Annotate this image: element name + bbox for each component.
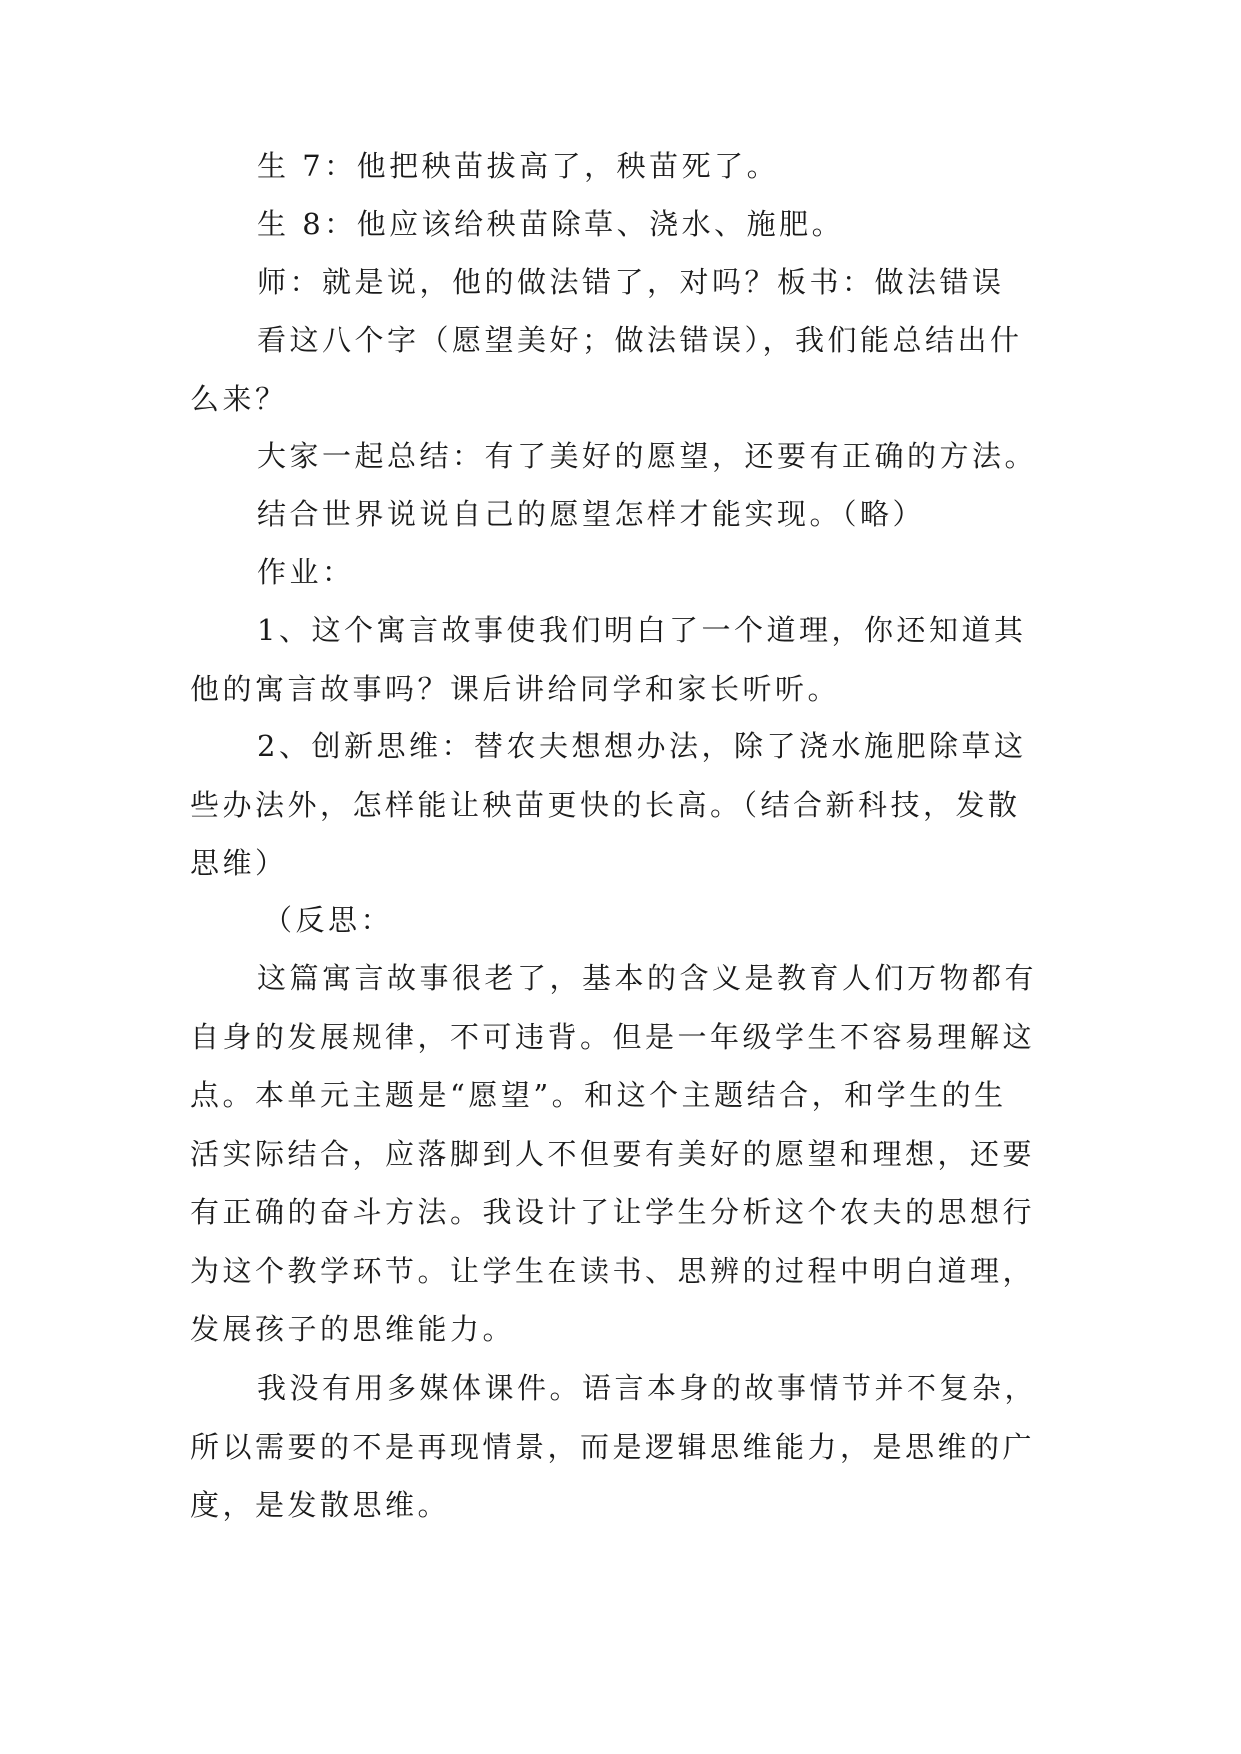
text-line: 点。本单元主题是“愿望”。和这个主题结合，和学生的生 bbox=[190, 1078, 1007, 1112]
paragraph-homework-heading bbox=[190, 543, 1070, 602]
paragraph-homework-1 bbox=[190, 601, 1070, 718]
paragraph-teacher-blackboard bbox=[190, 253, 1070, 312]
paragraph-eight-characters bbox=[190, 311, 1070, 428]
text-line: 作业： bbox=[257, 555, 355, 589]
paragraph-student-7 bbox=[190, 137, 1070, 196]
text-line: 1、这个寓言故事使我们明白了一个道理，你还知道其 bbox=[257, 613, 1027, 647]
text-line: （反思： bbox=[263, 903, 394, 937]
paragraph-multimedia bbox=[190, 1359, 1070, 1535]
text-line: 为这个教学环节。让学生在读书、思辨的过程中明白道理， bbox=[190, 1253, 1036, 1288]
text-line: 师：就是说，他的做法错了，对吗？板书：做法错误 bbox=[257, 265, 1005, 299]
text-line: 我没有用多媒体课件。语言本身的故事情节并不复杂， bbox=[257, 1371, 1038, 1405]
text-line: 2、创新思维：替农夫想想办法，除了浇水施肥除草这 bbox=[257, 729, 1027, 763]
text-line: 有正确的奋斗方法。我设计了让学生分析这个农夫的思想行 bbox=[190, 1195, 1036, 1229]
text-line: 活实际结合，应落脚到人不但要有美好的愿望和理想，还要 bbox=[190, 1136, 1036, 1171]
text-line: 结合世界说说自己的愿望怎样才能实现。（略） bbox=[257, 497, 926, 531]
paragraph-reflection-body bbox=[190, 949, 1070, 1359]
text-line: 发展孩子的思维能力。 bbox=[190, 1312, 516, 1346]
text-line: 度，是发散思维。 bbox=[190, 1488, 451, 1522]
text-line: 思维） bbox=[190, 846, 288, 880]
text-line: 自身的发展规律，不可违背。但是一年级学生不容易理解这 bbox=[190, 1019, 1036, 1054]
paragraph-student-8 bbox=[190, 195, 1070, 254]
paragraph-homework-2 bbox=[190, 717, 1070, 893]
paragraph-summary bbox=[190, 427, 1070, 486]
text-line: 所以需要的不是再现情景，而是逻辑思维能力，是思维的广 bbox=[190, 1429, 1036, 1464]
text-line: 看这八个字（愿望美好；做法错误），我们能总结出什 bbox=[257, 323, 1023, 357]
text-line: 这篇寓言故事很老了，基本的含义是教育人们万物都有 bbox=[257, 961, 1038, 995]
paragraph-wishes bbox=[190, 485, 1070, 544]
text-line: 么来？ bbox=[190, 381, 288, 416]
text-line: 生 8：他应该给秧苗除草、浇水、施肥。 bbox=[257, 207, 845, 241]
paragraph-reflection-heading bbox=[190, 891, 1070, 950]
text-line: 生 7：他把秧苗拔高了，秧苗死了。 bbox=[257, 149, 780, 183]
text-line: 他的寓言故事吗？课后讲给同学和家长听听。 bbox=[190, 671, 841, 706]
text-line: 些办法外，怎样能让秧苗更快的长高。（结合新科技，发散 bbox=[190, 787, 1021, 822]
text-line: 大家一起总结：有了美好的愿望，还要有正确的方法。 bbox=[257, 439, 1038, 473]
